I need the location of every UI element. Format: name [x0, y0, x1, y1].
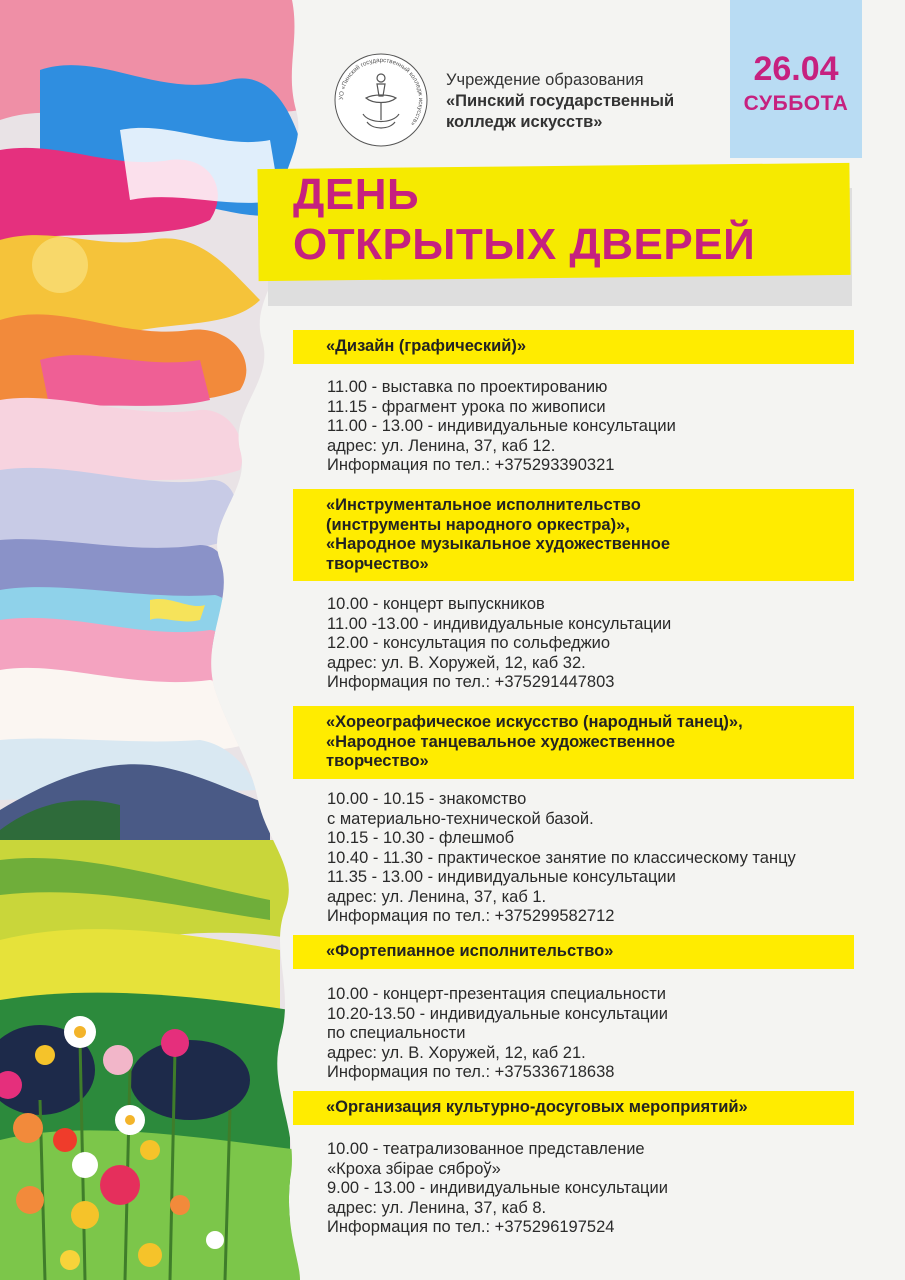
section-heading — [293, 706, 854, 779]
detail-line: 11.00 - выставка по проектированию — [327, 378, 608, 396]
title-line-1: ДЕНЬ — [293, 170, 420, 219]
detail-line: с материально-технической базой. — [327, 809, 594, 828]
detail-line: адрес: ул. Ленина, 37, каб 8. — [327, 1198, 547, 1217]
detail-line: адрес: ул. Ленина, 37, каб 1. — [327, 887, 547, 906]
detail-line: адрес: ул. В. Хоружей, 12, каб 21. — [327, 1043, 586, 1062]
heading-line: «Хореографическое искусство (народный танец)», — [326, 713, 743, 731]
heading-line: (инструменты народного оркестра)», — [326, 515, 630, 534]
organization-name — [446, 70, 674, 133]
org-line-1: Учреждение образования — [446, 71, 644, 89]
heading-line: «Дизайн (графический)» — [326, 337, 527, 355]
org-line-3: колледж искусств» — [446, 113, 603, 131]
detail-line: 11.35 - 13.00 - индивидуальные консультации — [327, 868, 676, 886]
detail-line: 10.00 - концерт-презентация специальности — [327, 985, 667, 1003]
detail-line: 10.20-13.50 - индивидуальные консультации — [327, 1004, 668, 1023]
detail-line: 11.00 - 13.00 - индивидуальные консультации — [327, 417, 676, 435]
detail-line: по специальности — [327, 1024, 466, 1042]
detail-line: 12.00 - консультация по сольфеджио — [327, 634, 611, 652]
heading-line: творчество» — [326, 752, 429, 770]
detail-line: адрес: ул. В. Хоружей, 12, каб 32. — [327, 653, 586, 672]
detail-line: 10.00 - концерт выпускников — [327, 595, 545, 613]
section-details — [327, 790, 887, 927]
event-weekday: СУББОТА — [743, 92, 849, 115]
detail-line: 11.15 - фрагмент урока по живописи — [327, 397, 606, 416]
section-heading — [293, 489, 854, 581]
section-details — [327, 595, 887, 693]
event-date: 26.04 — [753, 50, 839, 88]
detail-line: «Кроха збірае сяброў» — [327, 1159, 501, 1178]
college-logo — [333, 52, 429, 148]
detail-line: Информация по тел.: +375293390321 — [327, 456, 615, 474]
section-heading — [293, 330, 854, 364]
page-title — [293, 170, 755, 270]
heading-line: «Народное танцевальное художественное — [326, 732, 676, 751]
detail-line: Информация по тел.: +375336718638 — [327, 1063, 615, 1081]
decorative-painting — [0, 0, 300, 1280]
section-details — [327, 985, 887, 1083]
detail-line: 10.00 - 10.15 - знакомство — [327, 790, 527, 808]
heading-line: «Организация культурно-досуговых мероприятий» — [326, 1098, 748, 1116]
date-badge — [730, 0, 862, 158]
heading-line: «Фортепианное исполнительство» — [326, 942, 614, 960]
detail-line: Информация по тел.: +375291447803 — [327, 673, 615, 691]
detail-line: Информация по тел.: +375299582712 — [327, 907, 615, 925]
detail-line: 10.15 - 10.30 - флешмоб — [327, 829, 515, 847]
detail-line: адрес: ул. Ленина, 37, каб 12. — [327, 436, 556, 455]
section-heading — [293, 935, 854, 969]
heading-line: «Народное музыкальное художественное — [326, 535, 671, 553]
detail-line: Информация по тел.: +375296197524 — [327, 1218, 615, 1236]
section-details — [327, 1140, 887, 1238]
heading-line: творчество» — [326, 554, 429, 573]
title-line-2: ОТКРЫТЫХ ДВЕРЕЙ — [293, 220, 756, 269]
section-details — [327, 378, 887, 476]
heading-line: «Инструментальное исполнительство — [326, 496, 641, 514]
org-line-2: «Пинский государственный — [446, 92, 675, 110]
detail-line: 10.00 - театрализованное представление — [327, 1140, 645, 1158]
detail-line: 9.00 - 13.00 - индивидуальные консультации — [327, 1179, 668, 1197]
detail-line: 11.00 -13.00 - индивидуальные консультации — [327, 614, 672, 633]
svg-text:УО «Пинский государственный ко: УО «Пинский государственный колледж искусств» — [337, 56, 425, 127]
section-heading — [293, 1091, 854, 1125]
detail-line: 10.40 - 11.30 - практическое занятие по классическому танцу — [327, 848, 796, 867]
